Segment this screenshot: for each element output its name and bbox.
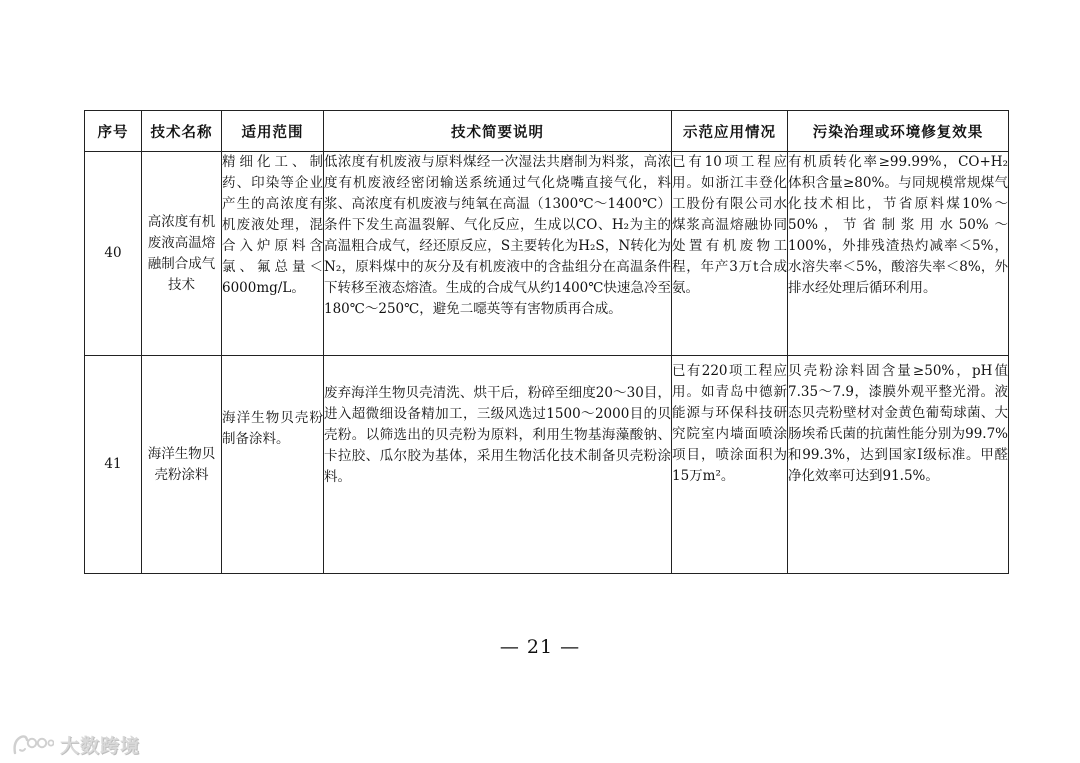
tech-name: 海洋生物贝壳粉涂料 bbox=[142, 356, 222, 574]
row-number: 40 bbox=[85, 152, 142, 356]
page-number: — 21 — bbox=[499, 636, 581, 658]
header-number: 序号 bbox=[85, 111, 142, 152]
header-description: 技术简要说明 bbox=[324, 111, 672, 152]
table-row bbox=[85, 356, 1009, 574]
tech-name: 高浓度有机废液高温熔融制合成气技术 bbox=[142, 152, 222, 356]
row-number: 41 bbox=[85, 356, 142, 574]
watermark bbox=[12, 731, 140, 758]
table-row bbox=[85, 152, 1009, 356]
table-header-row bbox=[85, 111, 1009, 152]
brand-logo-icon bbox=[12, 733, 54, 757]
tech-effect: 有机质转化率≥99.99%，CO+H₂体积含量≥80%。与同规模常规煤气化技术相比，节省原料煤10%～50%，节省制浆用水50%～100%，外排残渣热灼减率＜5%，水溶失率＜5%，酸溶失率＜8%，外排水经处理后循环利用。 bbox=[788, 152, 1009, 356]
tech-application: 已有220项工程应用。如青岛中德新能源与环保科技研究院室内墙面喷涂项目，喷涂面积为15万m²。 bbox=[672, 356, 788, 574]
header-scope: 适用范围 bbox=[222, 111, 324, 152]
tech-description: 低浓度有机废液与原料煤经一次湿法共磨制为料浆，高浓度有机废液经密闭输送系统通过气化烧嘴直接气化，料浆、高浓度有机废液与纯氧在高温（1300℃～1400℃）条件下发生高温裂解、气化反应，生成以CO、H₂为主的高温粗合成气，经还原反应，S主要转化为H₂S，N转化为N₂，原料煤中的灰分及有机废液中的含盐组分在高温条件下转移至液态熔渣。生成的合成气从约1400℃快速急冷至180℃～250℃，避免二噁英等有害物质再合成。 bbox=[324, 152, 672, 356]
watermark-text: 大数跨境 bbox=[60, 735, 141, 757]
header-tech-name: 技术名称 bbox=[142, 111, 222, 152]
header-effect: 污染治理或环境修复效果 bbox=[788, 111, 1009, 152]
tech-scope: 精细化工、制药、印染等企业产生的高浓度有机废液处理，混合入炉原料含氯、氟总量＜6000mg/L。 bbox=[222, 152, 324, 356]
tech-effect: 贝壳粉涂料固含量≥50%，pH值7.35～7.9，漆膜外观平整光滑。液态贝壳粉壁材对金黄色葡萄球菌、大肠埃希氏菌的抗菌性能分别为99.7%和99.3%，达到国家I级标准。甲醛净化效率可达到91.5%。 bbox=[788, 356, 1009, 574]
tech-scope: 海洋生物贝壳粉制备涂料。 bbox=[222, 356, 324, 574]
tech-description: 废弃海洋生物贝壳清洗、烘干后，粉碎至细度20～30目，进入超微细设备精加工，三级风选过1500～2000目的贝壳粉。以筛选出的贝壳粉为原料，利用生物基海藻酸钠、卡拉胶、瓜尔胶为基体，采用生物活化技术制备贝壳粉涂料。 bbox=[324, 356, 672, 574]
tech-application: 已有10项工程应用。如浙江丰登化工股份有限公司水煤浆高温熔融协同处置有机废物工程，年产3万t合成氨。 bbox=[672, 152, 788, 356]
technology-table bbox=[84, 110, 1009, 574]
header-application: 示范应用情况 bbox=[672, 111, 788, 152]
